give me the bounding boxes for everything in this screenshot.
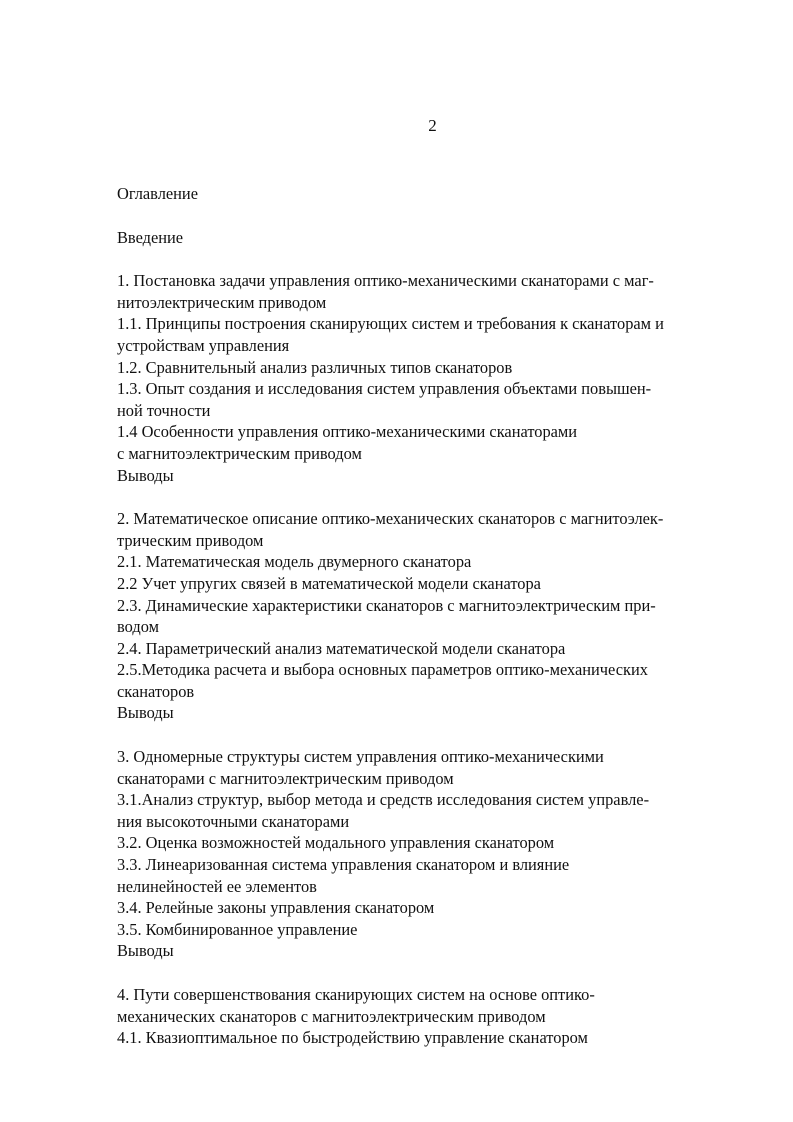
toc-line: 3.4. Релейные законы управления сканатором: [117, 898, 435, 918]
toc-line: 3. Одномерные структуры систем управления оптико-механическими: [117, 747, 604, 767]
table-of-contents: [117, 183, 757, 1071]
toc-line: сканаторами с магнитоэлектрическим приводом: [117, 768, 454, 788]
toc-title: Оглавление: [117, 184, 198, 203]
toc-line: сканаторов: [117, 681, 195, 701]
toc-line: 4. Пути совершенствования сканирующих систем на основе оптико-: [117, 985, 595, 1004]
toc-line: нитоэлектрическим приводом: [117, 292, 327, 312]
toc-line: 4.1. Квазиоптимальное по быстродействию управление сканатором: [117, 1028, 588, 1048]
toc-line: 2.3. Динамические характеристики сканаторов с магнитоэлектрическим при-: [117, 595, 656, 615]
toc-line: 3.5. Комбинированное управление: [117, 919, 358, 939]
toc-line: 2.5.Методика расчета и выбора основных параметров оптико-механических: [117, 660, 648, 680]
toc-section-1: [117, 270, 757, 486]
toc-line: 2.4. Параметрический анализ математической модели сканатора: [117, 638, 566, 658]
toc-line: с магнитоэлектрическим приводом: [117, 443, 362, 463]
toc-line: 1.4 Особенности управления оптико-механическими сканаторами: [117, 422, 578, 442]
toc-line: 3.2. Оценка возможностей модального управления сканатором: [117, 833, 555, 853]
toc-line: механических сканаторов с магнитоэлектрическим приводом: [117, 1006, 546, 1026]
toc-line: 3.1.Анализ структур, выбор метода и средств исследования систем управле-: [117, 790, 650, 810]
toc-line: 1.1. Принципы построения сканирующих систем и требования к сканаторам и: [117, 314, 664, 334]
toc-line: Выводы: [117, 703, 174, 723]
toc-line: ной точности: [117, 400, 211, 420]
toc-line: Выводы: [117, 941, 174, 961]
toc-line: трическим приводом: [117, 530, 264, 550]
toc-section-3: [117, 746, 757, 962]
toc-line: ния высокоточными сканаторами: [117, 811, 350, 831]
toc-section-2: [117, 508, 757, 724]
toc-line: Выводы: [117, 465, 174, 485]
toc-line: нелинейностей ее элементов: [117, 876, 317, 896]
page-number: 2: [428, 116, 437, 135]
toc-line: 1. Постановка задачи управления оптико-механическими сканаторами с маг-: [117, 271, 654, 291]
toc-intro-entry: Введение: [117, 227, 184, 247]
toc-line: 1.3. Опыт создания и исследования систем управления объектами повышен-: [117, 379, 652, 399]
toc-line: 1.2. Сравнительный анализ различных типов сканаторов: [117, 357, 513, 377]
toc-line: устройствам управления: [117, 335, 290, 355]
toc-line: водом: [117, 617, 159, 637]
toc-line: 2.1. Математическая модель двумерного сканатора: [117, 552, 472, 572]
toc-line: 2. Математическое описание оптико-механических сканаторов с магнитоэлек-: [117, 509, 664, 529]
toc-section-4: [117, 984, 757, 1049]
toc-line: 2.2 Учет упругих связей в математической модели сканатора: [117, 573, 541, 593]
toc-line: 3.3. Линеаризованная система управления сканатором и влияние: [117, 855, 570, 875]
